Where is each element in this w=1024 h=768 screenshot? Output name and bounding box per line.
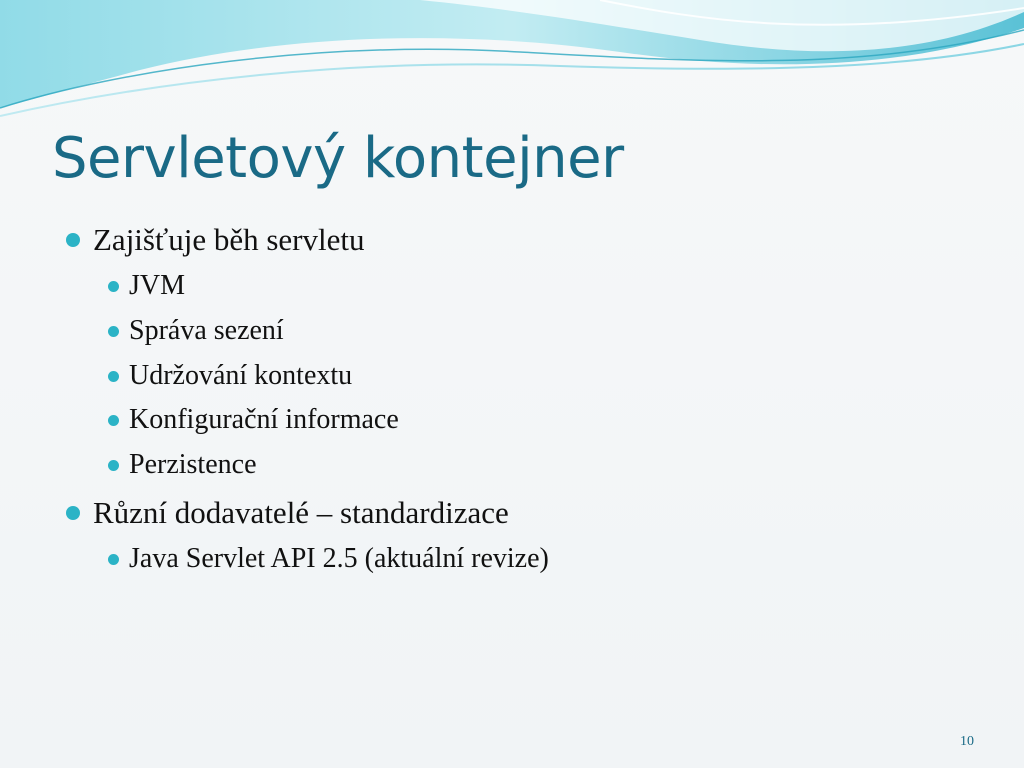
slide-title: Servletový kontejner: [52, 126, 624, 191]
bullet-dot-icon: [108, 326, 119, 337]
sub-bullet-text: JVM: [129, 270, 186, 301]
sub-bullet-text: Udržování kontextu: [129, 360, 353, 391]
bullet-text: Zajišťuje běh servletu: [93, 222, 365, 257]
sub-bullet-item: [108, 360, 352, 392]
sub-bullet-text: Správa sezení: [129, 315, 284, 346]
bullet-dot-icon: [108, 415, 119, 426]
sub-bullet-item: [108, 543, 549, 575]
sub-bullet-text: Perzistence: [129, 449, 257, 480]
sub-bullet-item: [108, 270, 185, 302]
bullet-dot-icon: [108, 554, 119, 565]
bullet-text: Různí dodavatelé – standardizace: [93, 495, 509, 530]
bullet-item: [66, 495, 509, 531]
sub-bullet-item: [108, 449, 257, 481]
bullet-item: [66, 222, 365, 258]
bullet-dot-icon: [108, 460, 119, 471]
bullet-dot-icon: [66, 233, 80, 247]
sub-bullet-item: [108, 404, 399, 436]
sub-bullet-text: Java Servlet API 2.5 (aktuální revize): [129, 543, 549, 574]
page-number: 10: [960, 734, 974, 749]
bullet-dot-icon: [66, 506, 80, 520]
sub-bullet-item: [108, 315, 284, 347]
sub-bullet-text: Konfigurační informace: [129, 404, 399, 435]
bullet-dot-icon: [108, 371, 119, 382]
bullet-dot-icon: [108, 281, 119, 292]
